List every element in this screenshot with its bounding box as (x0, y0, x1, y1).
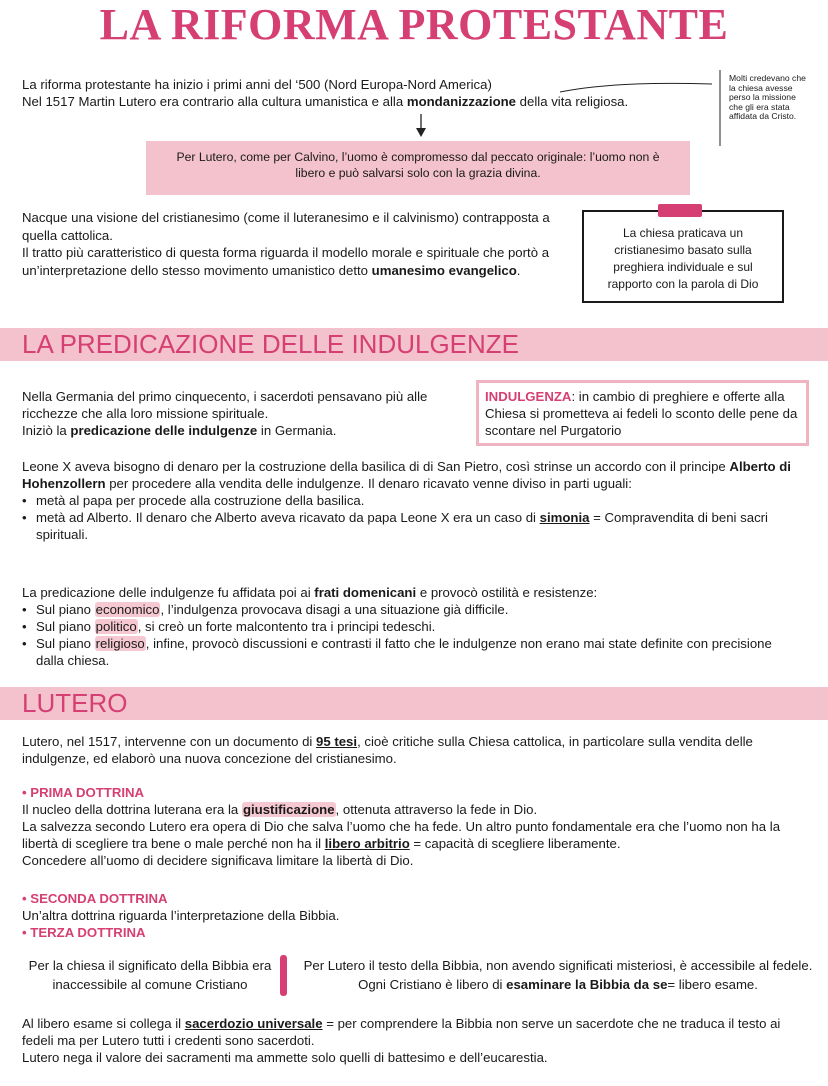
keyword-umanesimo-evangelico: umanesimo evangelico (371, 262, 517, 278)
keyword-libero-arbitrio: libero arbitrio (324, 836, 410, 851)
seconda-terza-dottrina: • SECONDA DOTTRINA Un’altra dottrina riguarda l’interpretazione della Bibbia. • TERZA DOTTRINA (22, 890, 806, 941)
sacerdozio-paragraph: Al libero esame si collega il sacerdozio universale = per comprendere la Bibbia non serve un sacerdote che ne traduca il testo ai fedeli ma per Lutero tutti i credenti sono sacerdoti. Lutero nega il valore dei sacramenti ma ammette solo quelli di battesimo e dell’eucarestia. (22, 1016, 781, 1065)
list-item: • metà ad Alberto. Il denaro che Alberto aveva ricavato da papa Leone X era un caso di simonia = Compravendita di beni sacri spirituali. (22, 509, 794, 543)
leone-paragraph: Leone X aveva bisogno di denaro per la costruzione della basilica di di San Pietro, così strinse un accordo con il principe Alberto di Hohenzollern per procedere alla vendita delle indulgenze. Il denaro ricavato venne diviso in parti uguali: • metà al papa per procede alla costruzione della basilica. • metà ad Alberto. Il denaro che Alberto aveva ricavato da papa Leone X era un caso di simonia = Compravendita di beni sacri spirituali. (22, 458, 794, 543)
keyword-mondanizzazione: mondanizzazione (406, 94, 517, 109)
indulgenze-intro: Nella Germania del primo cinquecento, i sacerdoti pensavano più alle ricchezze che alla loro missione spirituale. Iniziò la predicazione delle indulgenze in Germania. (22, 389, 428, 438)
compare-divider (280, 955, 287, 996)
intro-line-2: Nel 1517 Martin Lutero era contrario alla cultura umanistica e alla mondanizzazione della vita religiosa. (22, 94, 629, 109)
keyword-simonia: simonia (539, 510, 590, 525)
definition-box-indulgenza: INDULGENZA: in cambio di preghiere e offerte alla Chiesa si prometteva ai fedeli lo sconto delle pene da scontare nel Purgatorio (476, 380, 809, 446)
doctrine-heading-2: • SECONDA DOTTRINA (22, 890, 806, 907)
down-arrow-icon (416, 128, 426, 137)
reactions-list (22, 601, 794, 669)
side-note: Molti credevano che la chiesa avesse perso la missione che gli era stata affidata da Cristo. (729, 73, 806, 122)
grace-box: Per Lutero, come per Calvino, l’uomo è compromesso dal peccato originale: l’uomo non è libero e può salvarsi solo con la grazia divina. (146, 141, 690, 195)
list-item: • Sul piano religioso, infine, provocò discussioni e contrasti il fatto che le indulgenze non erano mai state definite con precisione dalla chiesa. (22, 635, 794, 669)
compare-luther: Per Lutero il testo della Bibbia, non avendo significati misteriosi, è accessibile al fedele. Ogni Cristiano è libero di esaminare la Bibbia da se= libero esame. (303, 958, 813, 992)
reactions-paragraph: La predicazione delle indulgenze fu affidata poi ai frati domenicani e provocò ostilità e resistenze: • Sul piano economico, l’indulgenza provocava disagi a una situazione già difficile. • Sul piano politico, si creò un forte malcontento tra i principi tedeschi. • Sul piano religioso, infine, provocò discussioni e contrasti il fatto che le indulgenze non erano mai state definite con precisione dalla chiesa. (22, 584, 794, 669)
keyword-95-tesi: 95 tesi (316, 734, 358, 749)
list-item: • metà al papa per procede alla costruzione della basilica. (22, 492, 794, 509)
money-split-list (22, 492, 794, 543)
note-connector-line (560, 83, 712, 92)
keyword-predicazione: predicazione delle indulgenze (70, 423, 258, 438)
list-item: • Sul piano politico, si creò un forte malcontento tra i principi tedeschi. (22, 618, 794, 635)
keyword-sacerdozio-universale: sacerdozio universale (184, 1016, 323, 1031)
lutero-intro: Lutero, nel 1517, intervenne con un documento di 95 tesi, cioè critiche sulla Chiesa cattolica, in particolare sulla vendita delle indulgenze, ed elaborò una nuova concezione del cristianesimo. (22, 734, 753, 766)
compare-church: Per la chiesa il significato della Bibbia era inaccessibile al comune Cristiano (28, 958, 272, 992)
page-title: LA RIFORMA PROTESTANTE (99, 0, 729, 49)
doctrine-heading-3: • TERZA DOTTRINA (22, 924, 806, 941)
definition-term: INDULGENZA (485, 389, 572, 404)
section-heading-lutero: LUTERO (0, 687, 828, 720)
keyword-alberto: Alberto di Hohenzollern (22, 459, 791, 491)
keyword-esaminare: esaminare la Bibbia da se (506, 977, 668, 992)
doctrine-heading-1: • PRIMA DOTTRINA (22, 784, 806, 801)
vision-text: Nacque una visione del cristianesimo (come il luteranesimo e il calvinismo) contrapposta a quella cattolica. Il tratto più caratteristico di questa forma riguarda il modello morale e spirituale che portò a un’interpretazione dello stesso movimento umanistico detto umanesimo evangelico. (22, 210, 550, 278)
section-heading-indulgenze: LA PREDICAZIONE DELLE INDULGENZE (0, 328, 828, 361)
highlight-politico: politico (95, 619, 137, 634)
connector-lines (0, 0, 828, 160)
list-item: • Sul piano economico, l’indulgenza provocava disagi a una situazione già difficile. (22, 601, 794, 618)
keyword-frati-domenicani: frati domenicani (314, 585, 417, 600)
highlight-religioso: religioso (95, 636, 145, 651)
prima-dottrina: • PRIMA DOTTRINA Il nucleo della dottrina luterana era la giustificazione, ottenuta attraverso la fede in Dio. La salvezza secondo Lutero era opera di Dio che salva l’uomo che ha fede. Un altro punto fondamentale era che l’uomo non ha la libertà di scegliere tra bene o male perché non ha il libero arbitrio = capacità di scegliere liberamente. Concedere all’uomo di decidere significava limitare la libertà di Dio. (22, 784, 806, 869)
tape-decoration (658, 204, 702, 217)
highlight-economico: economico (95, 602, 160, 617)
highlight-giustificazione: giustificazione (242, 802, 335, 817)
intro-line-1: La riforma protestante ha inizio i primi anni del ‘500 (Nord Europa-Nord America) (22, 77, 492, 92)
vision-box: La chiesa praticava un cristianesimo basato sulla preghiera individuale e sul rapporto con la parola di Dio (582, 210, 784, 303)
